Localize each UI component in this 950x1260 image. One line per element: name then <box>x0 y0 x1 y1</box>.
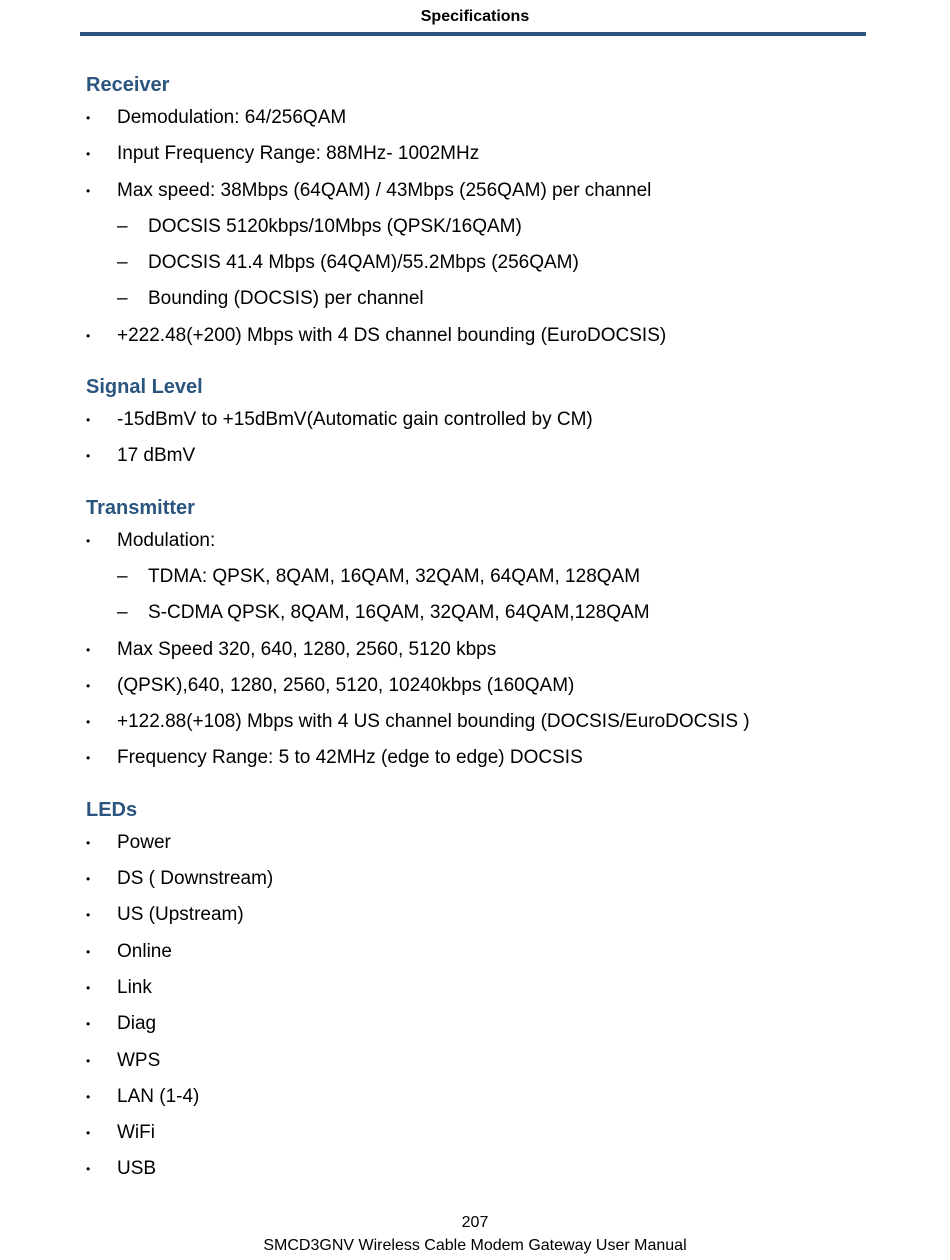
list-item <box>86 1083 906 1119</box>
list-item <box>86 527 906 563</box>
bullet-marker: • <box>86 642 91 657</box>
list-item <box>86 406 906 442</box>
spec-section <box>86 795 906 1192</box>
list-item <box>86 636 906 672</box>
list-item-text: USB <box>117 1158 157 1180</box>
dash-marker: – <box>117 602 128 624</box>
bullet-marker: • <box>86 111 91 125</box>
bullet-marker: • <box>86 872 91 887</box>
list-item-text: Modulation: <box>117 529 216 551</box>
list-item <box>86 938 906 974</box>
section-heading: LEDs <box>86 798 138 821</box>
list-item <box>86 442 906 478</box>
bullet-marker: • <box>86 751 91 766</box>
list-item-text: Bounding (DOCSIS) per channel <box>148 288 424 310</box>
list-item <box>86 708 906 744</box>
list-item-text: Input Frequency Range: 88MHz- 1002MHz <box>117 143 480 165</box>
page-header-title: Specifications <box>420 8 530 25</box>
dash-marker: – <box>117 215 128 237</box>
spec-section <box>86 372 906 479</box>
list-item-text: +122.88(+108) Mbps with 4 US channel bounding (DOCSIS/EuroDOCSIS ) <box>117 711 750 733</box>
bullet-marker: • <box>86 328 91 343</box>
list-item <box>86 1010 906 1046</box>
list-item-text: 17 dBmV <box>117 445 196 467</box>
bullet-marker: • <box>86 1089 91 1104</box>
dash-marker: – <box>117 288 128 310</box>
spec-content <box>86 70 906 1192</box>
list-item <box>86 1047 906 1083</box>
list-item <box>86 1155 906 1191</box>
list-item-text: Frequency Range: 5 to 42MHz (edge to edge) DOCSIS <box>117 747 583 769</box>
sub-list-item <box>86 213 906 249</box>
bullet-marker: • <box>86 1126 91 1141</box>
bullet-marker: • <box>86 908 91 923</box>
section-heading: Transmitter <box>86 496 195 519</box>
bullet-marker: • <box>86 1162 91 1177</box>
dash-marker: – <box>117 565 128 587</box>
list-item <box>86 974 906 1010</box>
list-item <box>86 322 906 358</box>
bullet-marker: • <box>86 715 91 730</box>
dash-marker: – <box>117 252 128 274</box>
list-item-text: US (Upstream) <box>117 904 244 926</box>
list-item <box>86 140 906 176</box>
list-item-text: Max speed: 38Mbps (64QAM) / 43Mbps (256QAM) per channel <box>117 179 652 201</box>
list-item <box>86 104 906 140</box>
list-item <box>86 865 906 901</box>
bullet-marker: • <box>86 1017 91 1032</box>
list-item-text: Demodulation: 64/256QAM <box>117 107 347 128</box>
list-item-text: WiFi <box>117 1122 155 1144</box>
bullet-marker: • <box>86 835 91 850</box>
list-item-text: DOCSIS 5120kbps/10Mbps (QPSK/16QAM) <box>148 215 522 237</box>
sub-list-item <box>86 599 906 635</box>
list-item <box>86 1119 906 1155</box>
list-item-text: DOCSIS 41.4 Mbps (64QAM)/55.2Mbps (256QAM) <box>148 252 579 274</box>
bullet-marker: • <box>86 533 91 548</box>
sub-list-item <box>86 285 906 321</box>
list-item-text: (QPSK),640, 1280, 2560, 5120, 10240kbps (160QAM) <box>117 674 575 696</box>
list-item-text: Link <box>117 976 152 998</box>
list-item <box>86 901 906 937</box>
list-item-text: -15dBmV to +15dBmV(Automatic gain controlled by CM) <box>117 409 593 431</box>
bullet-marker: • <box>86 980 91 995</box>
list-item-text: Max Speed 320, 640, 1280, 2560, 5120 kbps <box>117 638 497 660</box>
sub-list-item <box>86 249 906 285</box>
section-heading: Signal Level <box>86 376 203 399</box>
list-item-text: DS ( Downstream) <box>117 868 274 890</box>
list-item <box>86 829 906 865</box>
bullet-marker: • <box>86 449 91 464</box>
page-number: 207 <box>461 1214 489 1231</box>
bullet-marker: • <box>86 147 91 162</box>
list-item-text: Power <box>117 831 171 853</box>
list-item-text: Diag <box>117 1013 157 1035</box>
list-item-text: S-CDMA QPSK, 8QAM, 16QAM, 32QAM, 64QAM,128QAM <box>148 602 650 624</box>
list-item-text: Online <box>117 940 172 962</box>
list-item-text: WPS <box>117 1049 161 1071</box>
footer-manual-title: SMCD3GNV Wireless Cable Modem Gateway User Manual <box>263 1237 687 1254</box>
sub-list-item <box>86 563 906 599</box>
bullet-marker: • <box>86 678 91 693</box>
spec-section <box>86 493 906 781</box>
bullet-marker: • <box>86 944 91 959</box>
list-item-text: +222.48(+200) Mbps with 4 DS channel bounding (EuroDOCSIS) <box>117 324 667 346</box>
list-item-text: TDMA: QPSK, 8QAM, 16QAM, 32QAM, 64QAM, 128QAM <box>148 565 641 587</box>
bullet-marker: • <box>86 1053 91 1068</box>
section-heading: Receiver <box>86 74 170 96</box>
list-item <box>86 744 906 780</box>
bullet-marker: • <box>86 413 91 428</box>
header-divider <box>80 32 866 36</box>
bullet-marker: • <box>86 183 91 198</box>
spec-section <box>86 70 906 358</box>
list-item <box>86 177 906 213</box>
list-item-text: LAN (1-4) <box>117 1085 200 1107</box>
list-item <box>86 672 906 708</box>
